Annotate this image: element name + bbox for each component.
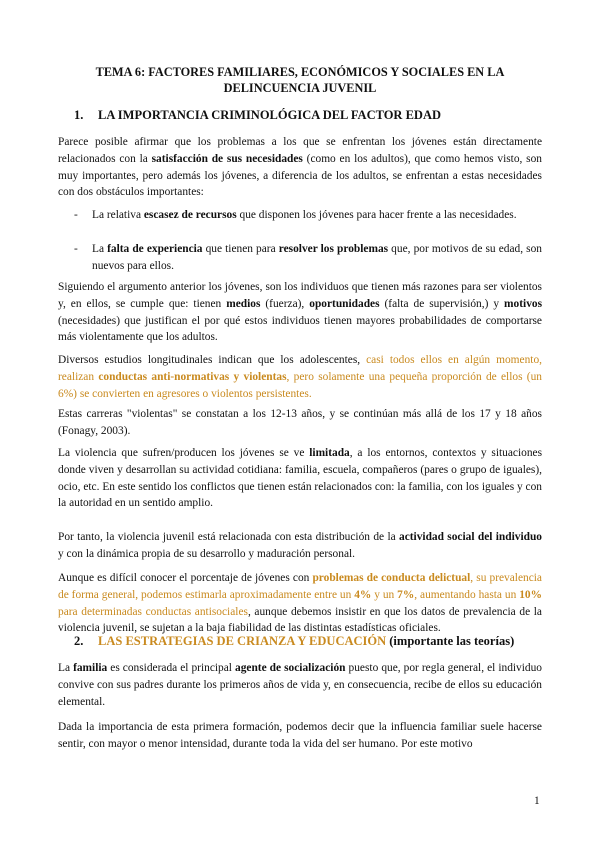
- paragraph-7: [58, 570, 542, 637]
- p2-text-c: (fuerza),: [260, 297, 310, 310]
- p3-highlight-bold: conductas anti-normativas y violentas: [98, 370, 287, 383]
- p8-bold-familia: familia: [73, 662, 108, 674]
- p3-highlight-b: casi todos ellos en algún momento, realizan: [58, 354, 542, 383]
- paragraph-5: [58, 445, 542, 512]
- section-1-title: LA IMPORTANCIA CRIMINOLÓGICA DEL FACTOR EDAD: [98, 108, 441, 122]
- p7-highlight-g: , aumentando hasta un: [414, 588, 520, 601]
- paragraph-6: [58, 529, 542, 563]
- p7-highlight-4pct: 4%: [354, 588, 372, 601]
- b2-bold-1: falta de experiencia: [107, 243, 203, 255]
- p2-bold-medios: medios: [226, 297, 261, 310]
- p2-text-e: (falta de supervisión,) y: [379, 297, 505, 310]
- paragraph-1: [58, 134, 542, 201]
- p7-text-j: , aunque debemos insistir en que los datos de prevalencia de la violencia juvenil, se sujetan a la baja fiabilidad de las distintas estadísticas oficiales.: [58, 605, 542, 635]
- b2-text-c: que tienen para: [202, 243, 279, 255]
- section-2-number: 2.: [74, 634, 84, 648]
- b2-bold-2: resolver los problemas: [278, 243, 389, 255]
- p7-highlight-bold: problemas de conducta delictual: [312, 572, 471, 584]
- bullet-item-2: [74, 241, 542, 275]
- p6-bold: actividad social del individuo: [399, 531, 542, 543]
- p1-text-a: Parece posible afirmar que los problemas a los que se enfrentan los jóvenes están directamente relacionados con la: [58, 136, 542, 165]
- p6-text-c: y con la dinámica propia de su desarrollo y maduración personal.: [58, 547, 356, 560]
- p3-highlight-d: , pero solamente una pequeña proporción de ellos (un 6%) se convierten en agresores o violentos persistentes.: [58, 370, 542, 400]
- p5-text-a: La violencia que sufren/producen los jóvenes se ve: [58, 447, 310, 459]
- p7-highlight-e: y un: [371, 588, 398, 601]
- section-1-heading: [74, 107, 441, 123]
- p8-text-e: puesto que, por regla general, el individuo convive con sus padres durante los primeros años de vida y, en consecuencia, recibe de ellos su educación elemental.: [58, 662, 542, 708]
- bullet-dash: -: [74, 209, 78, 221]
- p2-text-g: (necesidades) que justifican el por qué estos individuos tienen mayores probabilidades de comportarse más violentamente que los adultos.: [58, 314, 542, 344]
- p2-bold-motivos: motivos: [504, 297, 543, 310]
- section-1-number: 1.: [74, 108, 84, 122]
- p6-text-a: Por tanto, la violencia juvenil está relacionada con esta distribución de la: [58, 531, 400, 543]
- bullet-item-1: [74, 207, 542, 224]
- p7-highlight-i: para determinadas conductas antisociales: [58, 605, 248, 618]
- p8-text-c: es considerada el principal: [107, 662, 236, 674]
- p2-text-a: Siguiendo el argumento anterior los jóvenes, son los individuos que tienen más razones para ser violentos y, en ellos, se cumple que: tienen: [58, 281, 542, 310]
- p2-bold-oportunidades: oportunidades: [309, 297, 380, 310]
- section-2-heading: [74, 633, 514, 649]
- p1-text-c: (como en los adultos), que como hemos visto, son muy importantes, pero además los jóvenes, a diferencia de los adultos, se enfrentan a estas necesidades con dos obstáculos importantes:: [58, 152, 542, 199]
- p7-highlight-7pct: 7%: [397, 588, 415, 601]
- paragraph-9: Dada la importancia de esta primera formación, podemos decir que la influencia familiar suele hacerse sentir, con mayor o menor intensidad, durante toda la vida del ser humano. Por este motivo: [58, 721, 542, 750]
- p5-text-c: , a los entornos, contextos y situaciones donde viven y desarrollan su actividad cotidiana: familia, escuela, compañeros (pares o grupo de iguales), ocio, etc. En este sentido los conflictos que tienen están relacionados con: la familia, con los iguales y con la autoridad en un sentido amplio.: [58, 447, 542, 510]
- p5-bold-limitada: limitada: [309, 447, 350, 459]
- b1-text-a: La relativa: [92, 209, 144, 221]
- section-2-title: LAS ESTRATEGIAS DE CRIANZA Y EDUCACIÓN: [98, 634, 387, 648]
- p8-bold-agente: agente de socialización: [235, 662, 346, 674]
- b1-text-c: que disponen los jóvenes para hacer frente a las necesidades.: [236, 209, 517, 221]
- b1-bold: escasez de recursos: [143, 209, 237, 221]
- b2-text-e: que, por motivos de su edad, son nuevos para ellos.: [92, 243, 542, 272]
- bullet-dash: -: [74, 243, 78, 255]
- p7-highlight-10pct: 10%: [519, 588, 542, 601]
- b2-text-a: La: [92, 243, 108, 255]
- section-2-note: (importante las teorías): [386, 634, 515, 648]
- paragraph-8: [58, 660, 542, 710]
- p7-text-a: Aunque es difícil conocer el porcentaje de jóvenes con: [58, 572, 313, 584]
- p1-bold-needs: satisfacción de sus necesidades: [151, 152, 303, 165]
- page-number: 1: [534, 795, 540, 807]
- document-title: TEMA 6: FACTORES FAMILIARES, ECONÓMICOS Y SOCIALES EN LA DELINCUENCIA JUVENIL: [95, 65, 505, 95]
- p8-text-a: La: [58, 662, 74, 674]
- paragraph-2: [58, 279, 542, 346]
- paragraph-3: [58, 352, 542, 402]
- p3-text-a: Diversos estudios longitudinales indican que los adolescentes,: [58, 354, 367, 366]
- paragraph-4: Estas carreras "violentas" se constatan a los 12-13 años, y se continúan más allá de los 17 y 18 años (Fonagy, 2003).: [58, 408, 542, 437]
- p7-highlight-c: , su prevalencia de forma general, podemos estimarla aproximadamente entre un: [58, 572, 542, 601]
